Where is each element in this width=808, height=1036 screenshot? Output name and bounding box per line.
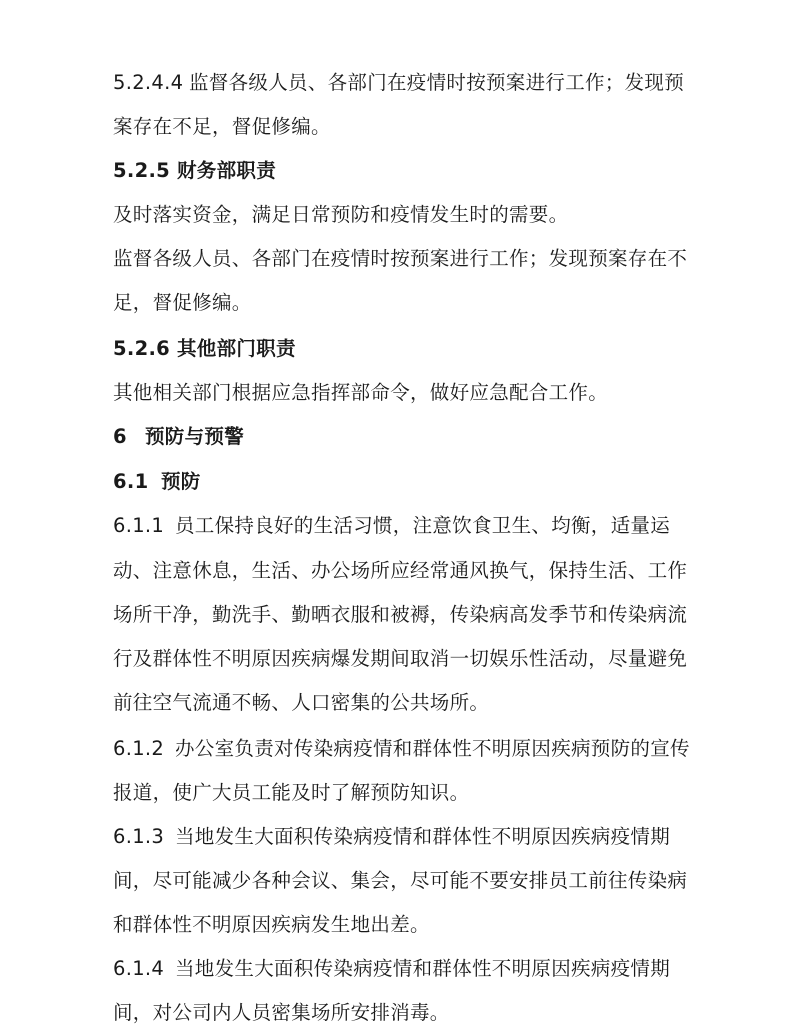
clause-6-1-3-line-1 xyxy=(113,824,670,850)
heading-title: 其他部门职责 xyxy=(177,337,296,360)
clause-text: 当地发生大面积传染病疫情和群体性不明原因疾病疫情期 xyxy=(175,825,671,848)
heading-number: 6 xyxy=(113,425,127,448)
clause-6-1-1-line-1 xyxy=(113,513,670,539)
clause-6-1-3-line-3: 和群体性不明原因疾病发生地出差。 xyxy=(113,913,430,936)
heading-6 xyxy=(113,424,244,450)
heading-number: 5.2.6 xyxy=(113,337,171,360)
clause-number: 6.1.4 xyxy=(113,957,165,980)
heading-title: 财务部职责 xyxy=(177,159,277,182)
clause-text: 员工保持良好的生活习惯，注意饮食卫生、均衡，适量运 xyxy=(175,514,671,537)
paragraph-5-2-6-1: 其他相关部门根据应急指挥部命令，做好应急配合工作。 xyxy=(113,381,609,404)
clause-number: 6.1.1 xyxy=(113,514,165,537)
heading-5-2-6 xyxy=(113,336,296,362)
clause-6-1-1-line-2: 动、注意休息，生活、办公场所应经常通风换气，保持生活、工作 xyxy=(113,559,688,582)
clause-text: 当地发生大面积传染病疫情和群体性不明原因疾病疫情期 xyxy=(175,957,671,980)
heading-title: 预防 xyxy=(161,470,201,493)
heading-6-1 xyxy=(113,469,201,495)
paragraph-5-2-5-1: 及时落实资金，满足日常预防和疫情发生时的需要。 xyxy=(113,203,569,226)
clause-6-1-2-line-2: 报道，使广大员工能及时了解预防知识。 xyxy=(113,781,470,804)
clause-number: 6.1.3 xyxy=(113,825,165,848)
clause-6-1-2-line-1 xyxy=(113,736,690,762)
clause-6-1-4-line-1 xyxy=(113,956,670,982)
clause-6-1-1-line-5: 前往空气流通不畅、人口密集的公共场所。 xyxy=(113,691,490,714)
clause-number: 5.2.4.4 xyxy=(113,71,184,94)
clause-6-1-1-line-4: 行及群体性不明原因疾病爆发期间取消一切娱乐性活动，尽量避免 xyxy=(113,647,688,670)
clause-text: 办公室负责对传染病疫情和群体性不明原因疾病预防的宣传 xyxy=(175,737,690,760)
clause-5-2-4-4-line-1 xyxy=(113,70,684,96)
heading-5-2-5 xyxy=(113,158,276,184)
clause-6-1-3-line-2: 间，尽可能减少各种会议、集会，尽可能不要安排员工前往传染病 xyxy=(113,869,688,892)
heading-number: 5.2.5 xyxy=(113,159,171,182)
paragraph-5-2-5-2-line-1: 监督各级人员、各部门在疫情时按预案进行工作；发现预案存在不 xyxy=(113,247,688,270)
paragraph-5-2-5-2-line-2: 足，督促修编。 xyxy=(113,291,252,314)
clause-6-1-4-line-2: 间，对公司内人员密集场所安排消毒。 xyxy=(113,1001,450,1024)
clause-number: 6.1.2 xyxy=(113,737,165,760)
clause-5-2-4-4-line-2: 案存在不足，督促修编。 xyxy=(113,115,331,138)
clause-6-1-1-line-3: 场所干净，勤洗手、勤晒衣服和被褥，传染病高发季节和传染病流 xyxy=(113,603,688,626)
clause-text: 监督各级人员、各部门在疫情时按预案进行工作；发现预 xyxy=(189,71,685,94)
heading-number: 6.1 xyxy=(113,470,149,493)
heading-title: 预防与预警 xyxy=(145,425,245,448)
